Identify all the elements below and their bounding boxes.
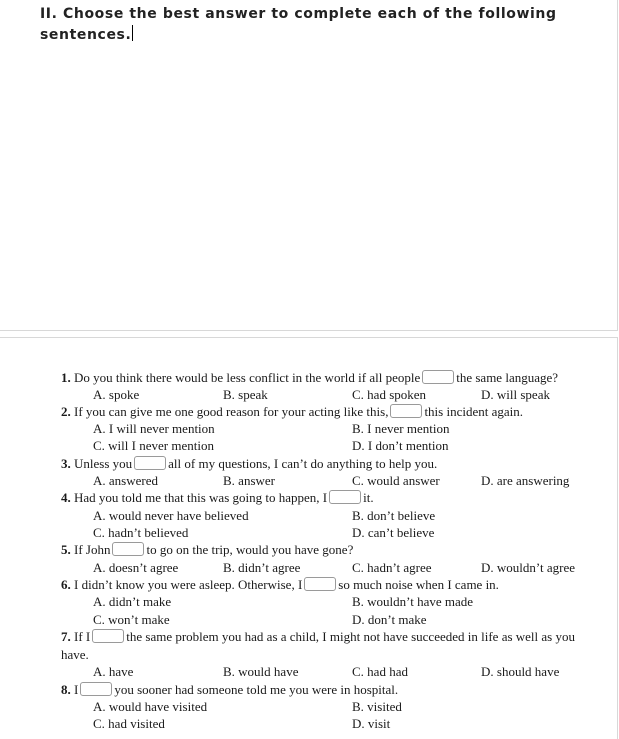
text-cursor <box>132 25 133 41</box>
question-number: 1. <box>61 370 71 385</box>
question-number: 3. <box>61 456 71 471</box>
option-b: B. wouldn’t have made <box>352 594 474 609</box>
question-7-continuation: have. <box>61 647 89 662</box>
option-c: C. had visited <box>93 716 165 731</box>
option-b: B. speak <box>223 387 268 402</box>
option-b: B. answer <box>223 473 275 488</box>
question-1-options <box>0 386 617 403</box>
question-text-before: I didn’t know you were asleep. Otherwise, I <box>74 577 303 592</box>
option-d: D. I don’t mention <box>352 438 449 453</box>
question-4-options-row-1 <box>0 507 617 524</box>
option-a: A. would have visited <box>93 699 208 714</box>
quiz-image <box>0 337 618 739</box>
question-number: 7. <box>61 629 71 644</box>
question-number: 6. <box>61 577 71 592</box>
option-a: A. would never have believed <box>93 508 249 523</box>
question-number: 8. <box>61 682 71 697</box>
option-c: C. would answer <box>352 473 440 488</box>
question-3 <box>61 455 437 472</box>
option-c: C. will I never mention <box>93 438 214 453</box>
question-5-options <box>0 559 617 576</box>
question-2-options-row-2 <box>0 437 617 454</box>
question-text-after: to go on the trip, would you have gone? <box>146 542 354 557</box>
option-b: B. didn’t agree <box>223 560 301 575</box>
answer-blank[interactable] <box>134 456 166 470</box>
option-d: D. visit <box>352 716 391 731</box>
option-d: D. wouldn’t agree <box>481 560 575 575</box>
option-d: D. are answering <box>481 473 570 488</box>
question-2 <box>61 403 523 420</box>
option-d: D. don’t make <box>352 612 427 627</box>
option-a: A. I will never mention <box>93 421 215 436</box>
option-c: C. hadn’t agree <box>352 560 432 575</box>
option-c: C. won’t make <box>93 612 170 627</box>
question-6 <box>61 576 499 593</box>
answer-blank[interactable] <box>304 577 336 591</box>
question-text-before: If you can give me one good reason for your acting like this, <box>74 404 389 419</box>
question-8-options-row-1 <box>0 698 617 715</box>
option-d: D. will speak <box>481 387 550 402</box>
question-text-after: all of my questions, I can’t do anything to help you. <box>168 456 438 471</box>
option-a: A. doesn’t agree <box>93 560 179 575</box>
option-a: A. didn’t make <box>93 594 172 609</box>
option-d: D. should have <box>481 664 560 679</box>
question-8-options-row-2 <box>0 715 617 732</box>
question-number: 5. <box>61 542 71 557</box>
question-6-options-row-1 <box>0 593 617 610</box>
option-a: A. answered <box>93 473 158 488</box>
question-5 <box>61 541 353 558</box>
answer-blank[interactable] <box>329 490 361 504</box>
question-text-before: I <box>74 682 79 697</box>
option-a: A. have <box>93 664 134 679</box>
question-text-before: If John <box>74 542 111 557</box>
option-b: B. visited <box>352 699 402 714</box>
question-7-options <box>0 663 617 680</box>
question-1 <box>61 369 558 386</box>
instruction-line-2 <box>40 25 580 46</box>
question-text-before: Had you told me that this was going to happen, I <box>74 490 328 505</box>
question-text-after: the same problem you had as a child, I might not have succeeded in life as well as you <box>126 629 575 644</box>
answer-blank[interactable] <box>422 370 454 384</box>
question-number: 2. <box>61 404 71 419</box>
question-6-options-row-2 <box>0 611 617 628</box>
option-c: C. hadn’t believed <box>93 525 189 540</box>
question-text-after: you sooner had someone told me you were in hospital. <box>114 682 399 697</box>
option-d: D. can’t believe <box>352 525 435 540</box>
question-number: 4. <box>61 490 71 505</box>
question-7 <box>61 628 575 645</box>
question-3-options <box>0 472 617 489</box>
answer-blank[interactable] <box>390 404 422 418</box>
question-8 <box>61 681 398 698</box>
question-text-before: Unless you <box>74 456 133 471</box>
question-4 <box>61 489 374 506</box>
option-a: A. spoke <box>93 387 140 402</box>
option-b: B. don’t believe <box>352 508 436 523</box>
answer-blank[interactable] <box>80 682 112 696</box>
instruction-text <box>40 4 580 46</box>
instruction-line-1: II. Choose the best answer to complete each of the following <box>40 6 557 22</box>
answer-blank[interactable] <box>112 542 144 556</box>
question-4-options-row-2 <box>0 524 617 541</box>
question-text-after: so much noise when I came in. <box>338 577 499 592</box>
question-text-after: it. <box>363 490 374 505</box>
option-c: C. had had <box>352 664 408 679</box>
instruction-line-2-text: sentences. <box>40 27 132 43</box>
answer-text-area[interactable] <box>0 0 618 331</box>
option-b: B. I never mention <box>352 421 450 436</box>
option-b: B. would have <box>223 664 299 679</box>
question-text-before: If I <box>74 629 91 644</box>
question-text-before: Do you think there would be less conflict in the world if all people <box>74 370 421 385</box>
question-2-options-row-1 <box>0 420 617 437</box>
option-c: C. had spoken <box>352 387 427 402</box>
question-text-after: this incident again. <box>424 404 523 419</box>
question-text-after: the same language? <box>456 370 559 385</box>
answer-blank[interactable] <box>92 629 124 643</box>
